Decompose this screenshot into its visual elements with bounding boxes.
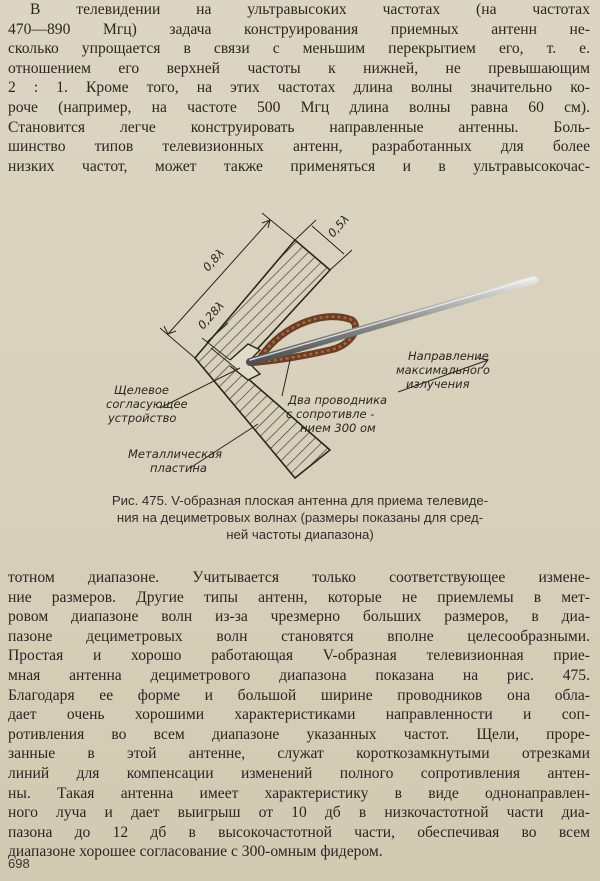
text-line: ного луча и дает выигрыш от 10 дб в низкочастотной части диа- <box>8 804 590 822</box>
page-number: 698 <box>8 856 30 871</box>
text-line: пазоне дециметровых волн становятся вполне целесообразными. <box>8 627 590 645</box>
antenna-figure <box>90 210 550 490</box>
text-line: диапазоне хорошее согласование с 300-омным фидером. <box>8 843 383 861</box>
text-line: Простая и хорошо работающая V-образная телевизионная прие- <box>8 647 590 665</box>
paragraph-top <box>8 0 590 176</box>
text-line: В телевидении на ультравысоких частотах (на частотах <box>30 1 590 18</box>
text-line: роче (например, на частоте 500 Мгц длина волны равна 60 см). <box>8 98 590 116</box>
dim-0-8-label: 0,8λ <box>199 245 228 275</box>
text-line: 2 : 1. Кроме того, на этих частотах длина волны значительно ко- <box>8 79 590 97</box>
text-line: пазона до 12 дб в высокочастотной части, обеспечивая во всем <box>8 823 590 841</box>
text-line: сколько упрощается в связи с меньшим перекрытием его, т. е. <box>8 40 590 58</box>
text-line: мная антенна дециметрового диапазона показана на рис. 475. <box>8 666 590 684</box>
text-line: 470—890 Мгц) задача конструирования приемных антенн не- <box>8 20 590 38</box>
text-line: ны. Такая антенна имеет характеристику в виде однонаправлен- <box>8 784 590 802</box>
plate-label: Металлическая пластина <box>128 447 223 475</box>
figure-caption <box>70 492 530 543</box>
dim-0-28-label: 0,28λ <box>194 298 227 333</box>
text-line: Благодаря ее форме и большой ширине проводников она обла- <box>8 686 590 704</box>
conductors-label: Два проводника с сопротивле - нием 300 ом <box>286 393 388 435</box>
caption-line: ней частоты диапазона) <box>226 527 374 542</box>
text-line: отношением его верхней частоты к нижней, не превышающим <box>8 59 590 77</box>
text-line: тотном диапазоне. Учитывается только соответствующее измене- <box>8 569 590 586</box>
text-line: шинство типов телевизионных антенн, разработанных для более <box>8 138 590 156</box>
dim-0-5-label: 0,5λ <box>324 211 353 241</box>
text-line: линий для компенсации изменений полного сопротивления антен- <box>8 764 590 782</box>
text-line: низких частот, может также применяться и в ультравысокочас- <box>8 157 590 175</box>
text-line: ротивления во всем диапазоне указанных частот. Щели, проре- <box>8 725 590 743</box>
paragraph-bottom <box>8 568 590 862</box>
slot-label: Щелевое согласующее устройство <box>106 383 188 425</box>
text-line: ние размеров. Другие типы антенн, которые не приемлемы в мет- <box>8 588 590 606</box>
text-line: ровом диапазоне волн из-за чрезмерно больших размеров, в диа- <box>8 608 590 626</box>
text-line: Становится легче конструировать направленные антенны. Боль- <box>8 118 590 136</box>
direction-label: Направление максимального излучения <box>396 349 490 391</box>
caption-line: Рис. 475. V-образная плоская антенна для приема телевиде- <box>111 493 489 508</box>
caption-line: ния на дециметровых волнах (размеры показаны для сред- <box>116 510 484 525</box>
text-line: дает очень хорошими характеристиками направленности и соп- <box>8 706 590 724</box>
text-line: занные в этой антенне, служат короткозамкнутыми отрезками <box>8 745 590 763</box>
